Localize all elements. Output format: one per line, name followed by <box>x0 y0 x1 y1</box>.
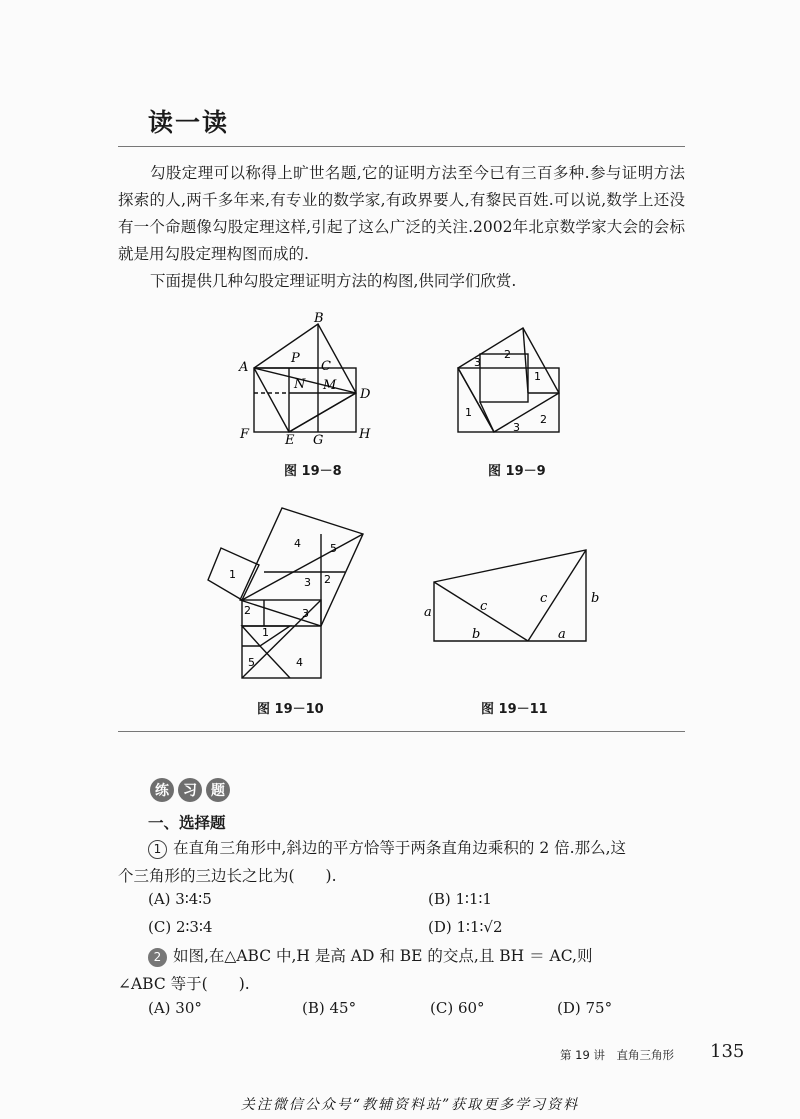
question-1 <box>118 834 685 890</box>
figure-19-8 <box>230 310 380 450</box>
caption-19-11: 图 19－11 <box>481 702 548 717</box>
page-number: 135 <box>710 1041 745 1062</box>
label-M: M <box>323 378 337 393</box>
intro-paragraph-2: 下面提供几种勾股定理证明方法的构图,供同学们欣赏. <box>150 272 517 290</box>
intro-paragraph: 勾股定理可以称得上旷世名题,它的证明方法至今已有三百多种.参与证明方法探索的人,两千多年来,有专业的数学家,有政界要人,有黎民百姓.可以说,数学上还没有一个命题像勾股定理这样,引起了这么广泛的关注.2002年北京数学家大会的会标就是用勾股定理构图而成的. <box>118 164 685 263</box>
label-D: D <box>360 387 371 402</box>
piece-1a: 1 <box>534 370 541 383</box>
piece-1b: 1 <box>465 406 472 419</box>
piece-2b: 2 <box>540 413 547 426</box>
piece-2a: 2 <box>504 348 511 361</box>
figure-19-10 <box>200 500 370 685</box>
watermark: 关注微信公众号“教辅资料站”获取更多学习资料 <box>240 1097 580 1113</box>
chapter-footer: 第 19 讲 直角三角形 <box>560 1048 674 1062</box>
question-2 <box>118 942 685 998</box>
question-2-number: 2 <box>148 948 167 967</box>
caption-19-8: 图 19－8 <box>284 464 342 479</box>
label-P: P <box>291 351 300 366</box>
piece-4b: 4 <box>296 656 303 669</box>
label-B: B <box>314 311 324 326</box>
badge-char-3: 题 <box>206 778 230 802</box>
caption-19-9: 图 19－9 <box>488 464 546 479</box>
label-E: E <box>285 433 295 448</box>
question-1-text-1: 在直角三角形中,斜边的平方恰等于两条直角边乘积的 2 倍.那么,这 <box>173 839 626 857</box>
title-rule <box>118 146 685 147</box>
piece-3b: 3 <box>302 607 309 620</box>
q1-option-d: (D) 1∶1∶√2 <box>428 918 503 936</box>
piece-1b: 1 <box>262 626 269 639</box>
badge-char-1: 练 <box>150 778 174 802</box>
label-b-bottom: b <box>472 627 481 642</box>
question-1-text-2: 个三角形的三边长之比为( ). <box>118 867 337 885</box>
q1-option-c: (C) 2∶3∶4 <box>148 918 213 936</box>
question-1-number: 1 <box>148 840 167 859</box>
q1-option-b: (B) 1∶1∶1 <box>428 890 492 908</box>
label-c-left: c <box>480 599 488 614</box>
exercise-subtitle: 一、选择题 <box>148 813 226 832</box>
figures-rule <box>118 731 685 732</box>
figure-19-9 <box>450 320 570 440</box>
label-H: H <box>359 427 371 442</box>
exercise-badge <box>150 778 230 802</box>
piece-3a: 3 <box>304 576 311 589</box>
label-c-right: c <box>540 591 548 606</box>
piece-1a: 1 <box>229 568 236 581</box>
badge-char-2: 习 <box>178 778 202 802</box>
q2-option-c: (C) 60° <box>430 999 485 1017</box>
section-title: 读一读 <box>148 108 230 137</box>
q1-option-a: (A) 3∶4∶5 <box>148 890 212 908</box>
caption-19-10: 图 19－10 <box>257 702 324 717</box>
question-2-text-2: ∠ABC 等于( ). <box>118 975 250 993</box>
piece-5a: 5 <box>330 542 337 555</box>
label-N: N <box>294 377 306 392</box>
piece-4a: 4 <box>294 537 301 550</box>
piece-2b: 2 <box>244 604 251 617</box>
question-2-text-1: 如图,在△ABC 中,H 是高 AD 和 BE 的交点,且 BH ＝ AC,则 <box>173 947 593 965</box>
q2-option-b: (B) 45° <box>302 999 357 1017</box>
figure-19-11 <box>420 540 610 650</box>
label-C: C <box>321 359 331 374</box>
label-a-bottom: a <box>558 627 566 642</box>
label-G: G <box>313 433 324 448</box>
piece-2a: 2 <box>324 573 331 586</box>
piece-5b: 5 <box>248 656 255 669</box>
piece-3b: 3 <box>513 421 520 434</box>
label-A: A <box>239 360 249 375</box>
label-F: F <box>240 427 250 442</box>
label-a-left: a <box>424 605 432 620</box>
q2-option-a: (A) 30° <box>148 999 202 1017</box>
piece-3a: 3 <box>474 356 481 369</box>
label-b-right: b <box>591 591 600 606</box>
q2-option-d: (D) 75° <box>557 999 613 1017</box>
